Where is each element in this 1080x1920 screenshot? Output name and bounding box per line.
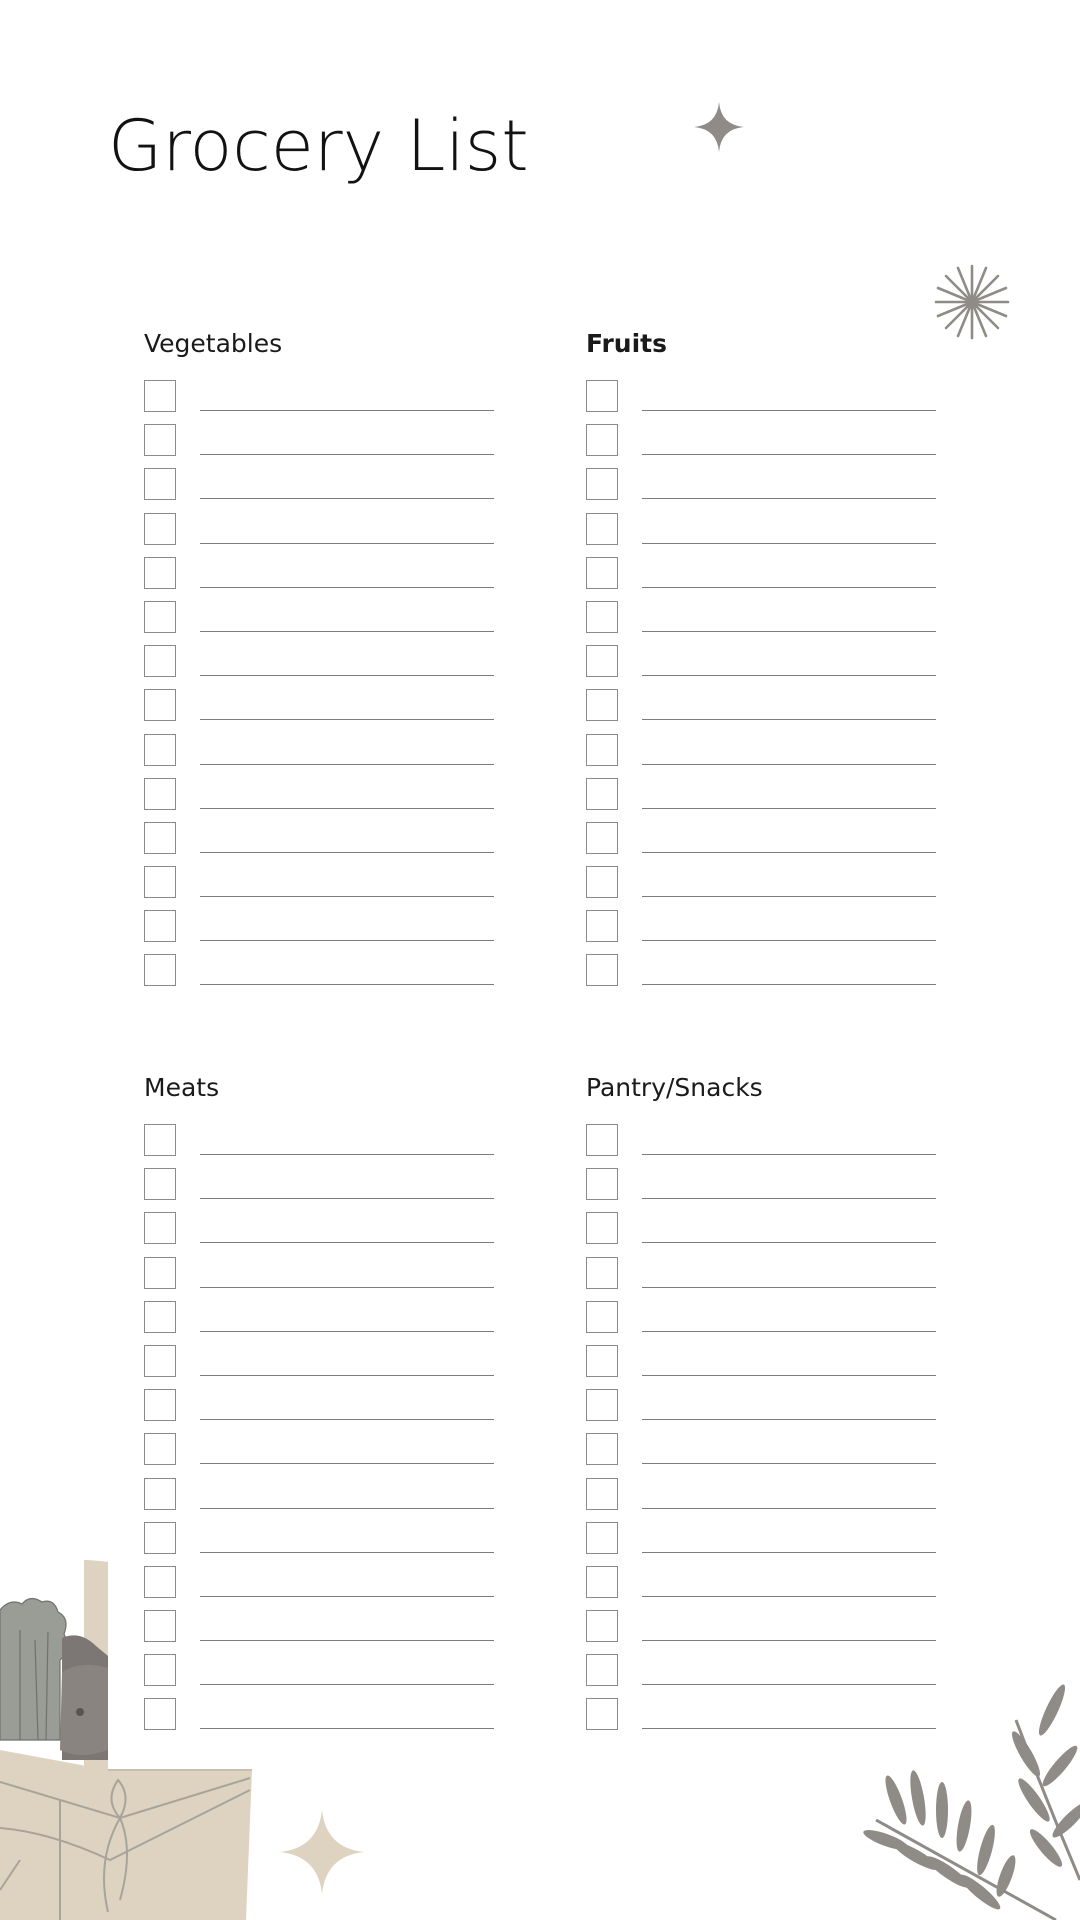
- checkbox[interactable]: [144, 1301, 176, 1333]
- checkbox[interactable]: [144, 1345, 176, 1377]
- write-in-line[interactable]: [642, 1640, 936, 1641]
- write-in-line[interactable]: [200, 410, 494, 411]
- checkbox[interactable]: [586, 424, 618, 456]
- section-heading: Meats: [144, 1073, 220, 1102]
- grocery-bag-illustration: [0, 1560, 260, 1920]
- checkbox[interactable]: [144, 601, 176, 633]
- write-in-line[interactable]: [642, 719, 936, 720]
- checkbox[interactable]: [586, 1301, 618, 1333]
- checkbox[interactable]: [144, 468, 176, 500]
- checklist-row: [586, 1522, 936, 1566]
- checklist-row: [144, 910, 494, 954]
- write-in-line[interactable]: [200, 1552, 494, 1553]
- write-in-line[interactable]: [200, 1463, 494, 1464]
- write-in-line[interactable]: [642, 1552, 936, 1553]
- write-in-line[interactable]: [642, 764, 936, 765]
- checkbox[interactable]: [144, 1257, 176, 1289]
- starburst-icon: [934, 264, 1010, 340]
- checklist-row: [144, 1433, 494, 1477]
- checkbox[interactable]: [144, 954, 176, 986]
- write-in-line[interactable]: [642, 454, 936, 455]
- checklist-row: [586, 645, 936, 689]
- write-in-line[interactable]: [642, 1331, 936, 1332]
- write-in-line[interactable]: [642, 543, 936, 544]
- section-fruits: [586, 324, 936, 364]
- checklist-row: [586, 1124, 936, 1168]
- write-in-line[interactable]: [200, 1375, 494, 1376]
- checklist-row: [144, 1478, 494, 1522]
- checkbox[interactable]: [586, 1433, 618, 1465]
- checklist-row: [586, 734, 936, 778]
- checklist-row: [586, 866, 936, 910]
- write-in-line[interactable]: [200, 631, 494, 632]
- checklist-row: [144, 1168, 494, 1212]
- checkbox[interactable]: [144, 910, 176, 942]
- checkbox[interactable]: [586, 1698, 618, 1730]
- checkbox[interactable]: [144, 734, 176, 766]
- section-meats: [144, 1068, 494, 1108]
- checkbox[interactable]: [586, 734, 618, 766]
- checkbox[interactable]: [586, 1478, 618, 1510]
- item-list: [586, 1124, 936, 1743]
- checkbox[interactable]: [586, 1257, 618, 1289]
- write-in-line[interactable]: [642, 1154, 936, 1155]
- checklist-row: [144, 424, 494, 468]
- checklist-row: [586, 689, 936, 733]
- write-in-line[interactable]: [200, 808, 494, 809]
- checklist-row: [586, 424, 936, 468]
- checklist-row: [586, 1257, 936, 1301]
- checklist-row: [586, 1212, 936, 1256]
- checkbox[interactable]: [586, 778, 618, 810]
- checkbox[interactable]: [586, 1654, 618, 1686]
- write-in-line[interactable]: [642, 410, 936, 411]
- write-in-line[interactable]: [642, 631, 936, 632]
- write-in-line[interactable]: [642, 1375, 936, 1376]
- write-in-line[interactable]: [200, 1508, 494, 1509]
- checklist-row: [586, 1478, 936, 1522]
- checklist-row: [586, 557, 936, 601]
- checklist-row: [144, 1257, 494, 1301]
- checkbox[interactable]: [586, 601, 618, 633]
- write-in-line[interactable]: [200, 1198, 494, 1199]
- checklist-row: [144, 866, 494, 910]
- checkbox[interactable]: [586, 1610, 618, 1642]
- checkbox[interactable]: [144, 1212, 176, 1244]
- checklist-row: [144, 380, 494, 424]
- write-in-line[interactable]: [200, 1154, 494, 1155]
- checkbox[interactable]: [586, 1566, 618, 1598]
- leafy-branch-illustration: [856, 1680, 1080, 1920]
- sparkle-icon: [694, 102, 744, 152]
- checklist-row: [586, 1389, 936, 1433]
- checklist-row: [144, 1124, 494, 1168]
- checkbox[interactable]: [144, 557, 176, 589]
- write-in-line[interactable]: [200, 984, 494, 985]
- checklist-row: [586, 822, 936, 866]
- write-in-line[interactable]: [200, 1331, 494, 1332]
- checkbox[interactable]: [586, 910, 618, 942]
- checklist-row: [586, 954, 936, 998]
- page-title: Grocery List: [108, 105, 529, 187]
- checklist-row: [144, 778, 494, 822]
- checklist-row: [586, 468, 936, 512]
- write-in-line[interactable]: [200, 1287, 494, 1288]
- write-in-line[interactable]: [642, 1508, 936, 1509]
- write-in-line[interactable]: [642, 940, 936, 941]
- checklist-row: [586, 1433, 936, 1477]
- checklist-row: [586, 380, 936, 424]
- write-in-line[interactable]: [200, 896, 494, 897]
- checklist-row: [144, 954, 494, 998]
- write-in-line[interactable]: [642, 852, 936, 853]
- write-in-line[interactable]: [642, 984, 936, 985]
- checkbox[interactable]: [586, 1212, 618, 1244]
- checklist-row: [144, 601, 494, 645]
- checkbox[interactable]: [144, 424, 176, 456]
- checkbox[interactable]: [144, 1522, 176, 1554]
- checklist-row: [144, 1212, 494, 1256]
- sparkle-icon: [280, 1810, 364, 1894]
- write-in-line[interactable]: [642, 1287, 936, 1288]
- checkbox[interactable]: [586, 1168, 618, 1200]
- write-in-line[interactable]: [642, 896, 936, 897]
- checklist-row: [586, 513, 936, 557]
- checkbox[interactable]: [586, 1522, 618, 1554]
- write-in-line[interactable]: [642, 1419, 936, 1420]
- write-in-line[interactable]: [200, 764, 494, 765]
- checklist-row: [144, 1345, 494, 1389]
- write-in-line[interactable]: [200, 719, 494, 720]
- checkbox[interactable]: [586, 866, 618, 898]
- checkbox[interactable]: [586, 380, 618, 412]
- checkbox[interactable]: [144, 866, 176, 898]
- checklist-row: [144, 734, 494, 778]
- checkbox[interactable]: [144, 513, 176, 545]
- write-in-line[interactable]: [642, 587, 936, 588]
- checklist-row: [586, 910, 936, 954]
- checkbox[interactable]: [144, 1433, 176, 1465]
- section-pantry-snacks: [586, 1068, 936, 1108]
- checklist-row: [586, 778, 936, 822]
- write-in-line[interactable]: [200, 675, 494, 676]
- write-in-line[interactable]: [642, 675, 936, 676]
- section-vegetables: [144, 324, 494, 364]
- write-in-line[interactable]: [200, 454, 494, 455]
- checklist-row: [144, 1389, 494, 1433]
- write-in-line[interactable]: [642, 1463, 936, 1464]
- checkbox[interactable]: [586, 822, 618, 854]
- checkbox[interactable]: [144, 1389, 176, 1421]
- checkbox[interactable]: [144, 1168, 176, 1200]
- checkbox[interactable]: [586, 557, 618, 589]
- write-in-line[interactable]: [200, 1242, 494, 1243]
- write-in-line[interactable]: [200, 543, 494, 544]
- checklist-row: [586, 1345, 936, 1389]
- checklist-row: [586, 1168, 936, 1212]
- checkbox[interactable]: [586, 513, 618, 545]
- checkbox[interactable]: [144, 380, 176, 412]
- write-in-line[interactable]: [642, 1242, 936, 1243]
- write-in-line[interactable]: [642, 808, 936, 809]
- write-in-line[interactable]: [642, 1198, 936, 1199]
- checkbox[interactable]: [586, 954, 618, 986]
- item-list: [586, 380, 936, 999]
- write-in-line[interactable]: [200, 940, 494, 941]
- write-in-line[interactable]: [642, 1596, 936, 1597]
- checklist-row: [144, 468, 494, 512]
- item-list: [144, 380, 494, 999]
- checkbox[interactable]: [144, 1478, 176, 1510]
- checklist-row: [144, 557, 494, 601]
- checkbox[interactable]: [144, 822, 176, 854]
- checkbox[interactable]: [144, 689, 176, 721]
- checkbox[interactable]: [586, 689, 618, 721]
- checklist-row: [144, 1301, 494, 1345]
- checkbox[interactable]: [586, 1389, 618, 1421]
- checklist-row: [586, 1301, 936, 1345]
- write-in-line[interactable]: [642, 498, 936, 499]
- checklist-row: [586, 1610, 936, 1654]
- checkbox[interactable]: [586, 645, 618, 677]
- section-heading: Pantry/Snacks: [586, 1073, 763, 1102]
- checkbox[interactable]: [144, 1124, 176, 1156]
- checklist-row: [586, 601, 936, 645]
- checklist-row: [144, 645, 494, 689]
- section-heading: Fruits: [586, 329, 668, 358]
- write-in-line[interactable]: [200, 1419, 494, 1420]
- write-in-line[interactable]: [200, 587, 494, 588]
- write-in-line[interactable]: [200, 498, 494, 499]
- checkbox[interactable]: [144, 778, 176, 810]
- write-in-line[interactable]: [200, 852, 494, 853]
- checklist-row: [144, 822, 494, 866]
- checkbox[interactable]: [144, 645, 176, 677]
- section-heading: Vegetables: [144, 329, 283, 358]
- checklist-row: [144, 689, 494, 733]
- checkbox[interactable]: [586, 1345, 618, 1377]
- checkbox[interactable]: [586, 468, 618, 500]
- checkbox[interactable]: [586, 1124, 618, 1156]
- checklist-row: [586, 1566, 936, 1610]
- checklist-row: [144, 513, 494, 557]
